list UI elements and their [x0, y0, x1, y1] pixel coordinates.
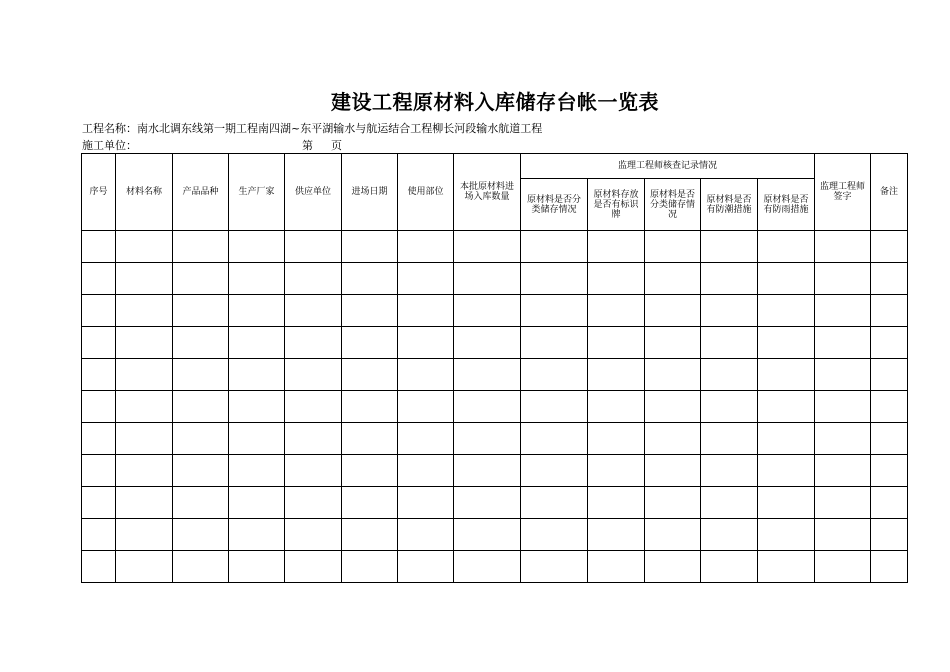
table-cell[interactable]: [758, 263, 815, 295]
table-cell[interactable]: [758, 327, 815, 359]
table-row: [82, 359, 908, 391]
table-cell[interactable]: [116, 359, 173, 391]
table-cell[interactable]: [342, 359, 398, 391]
table-cell[interactable]: [871, 423, 908, 455]
table-cell[interactable]: [645, 423, 701, 455]
table-cell[interactable]: [342, 295, 398, 327]
table-cell[interactable]: [454, 263, 521, 295]
table-cell[interactable]: [398, 455, 454, 487]
table-cell[interactable]: [871, 487, 908, 519]
table-cell[interactable]: [398, 487, 454, 519]
table-cell[interactable]: [815, 359, 871, 391]
table-cell[interactable]: [82, 391, 116, 423]
table-cell[interactable]: [701, 423, 758, 455]
table-cell[interactable]: [454, 295, 521, 327]
table-cell[interactable]: [758, 487, 815, 519]
table-cell[interactable]: [588, 487, 645, 519]
table-cell[interactable]: [454, 455, 521, 487]
table-cell[interactable]: [398, 359, 454, 391]
table-cell[interactable]: [398, 551, 454, 583]
table-cell[interactable]: [342, 391, 398, 423]
table-cell[interactable]: [588, 455, 645, 487]
table-cell[interactable]: [454, 487, 521, 519]
table-cell[interactable]: [173, 327, 229, 359]
table-cell[interactable]: [871, 231, 908, 263]
table-cell[interactable]: [871, 359, 908, 391]
table-cell[interactable]: [173, 423, 229, 455]
table-cell[interactable]: [815, 423, 871, 455]
table-cell[interactable]: [342, 263, 398, 295]
table-cell[interactable]: [645, 519, 701, 551]
table-cell[interactable]: [398, 391, 454, 423]
table-cell[interactable]: [285, 327, 342, 359]
col-header-supervision-group: 监理工程师核查记录情况: [521, 154, 815, 179]
table-cell[interactable]: [398, 519, 454, 551]
table-cell[interactable]: [82, 231, 116, 263]
table-cell[interactable]: [173, 551, 229, 583]
table-cell[interactable]: [588, 263, 645, 295]
table-cell[interactable]: [815, 391, 871, 423]
table-cell[interactable]: [758, 295, 815, 327]
table-cell[interactable]: [229, 455, 285, 487]
table-cell[interactable]: [521, 295, 588, 327]
construction-unit-label: 施工单位：: [82, 139, 137, 152]
table-cell[interactable]: [454, 423, 521, 455]
table-cell[interactable]: [116, 455, 173, 487]
table-cell[interactable]: [588, 519, 645, 551]
table-cell[interactable]: [758, 231, 815, 263]
col-header-product-variety: 产品品种: [173, 154, 229, 231]
table-cell[interactable]: [701, 359, 758, 391]
table-cell[interactable]: [588, 231, 645, 263]
table-cell[interactable]: [398, 295, 454, 327]
table-cell[interactable]: [342, 231, 398, 263]
col-header-index: 序号: [82, 154, 116, 231]
table-cell[interactable]: [871, 551, 908, 583]
table-cell[interactable]: [173, 359, 229, 391]
table-cell[interactable]: [645, 263, 701, 295]
table-cell[interactable]: [116, 231, 173, 263]
table-cell[interactable]: [116, 391, 173, 423]
table-cell[interactable]: [398, 263, 454, 295]
page-number-label: [302, 137, 342, 153]
table-cell[interactable]: [454, 391, 521, 423]
table-row: [82, 391, 908, 423]
table-cell[interactable]: [285, 231, 342, 263]
table-cell[interactable]: [229, 359, 285, 391]
table-cell[interactable]: [82, 519, 116, 551]
material-storage-ledger-table: [81, 153, 908, 583]
table-cell[interactable]: [521, 487, 588, 519]
table-cell[interactable]: [229, 263, 285, 295]
table-cell[interactable]: [645, 487, 701, 519]
table-cell[interactable]: [173, 455, 229, 487]
table-row: [82, 231, 908, 263]
table-cell[interactable]: [521, 551, 588, 583]
table-cell[interactable]: [758, 423, 815, 455]
table-cell[interactable]: [645, 551, 701, 583]
table-cell[interactable]: [588, 551, 645, 583]
table-cell[interactable]: [521, 391, 588, 423]
table-cell[interactable]: [815, 263, 871, 295]
subcol-header-rain-protection: 原材料是否有防雨措施: [758, 179, 815, 231]
table-cell[interactable]: [521, 263, 588, 295]
table-cell[interactable]: [116, 423, 173, 455]
table-cell[interactable]: [521, 455, 588, 487]
table-cell[interactable]: [521, 359, 588, 391]
table-cell[interactable]: [82, 551, 116, 583]
col-header-supervisor-signature: 监理工程师签字: [815, 154, 871, 231]
table-row: [82, 295, 908, 327]
table-cell[interactable]: [285, 263, 342, 295]
table-cell[interactable]: [588, 327, 645, 359]
table-cell[interactable]: [82, 327, 116, 359]
table-row: [82, 263, 908, 295]
table-cell[interactable]: [588, 295, 645, 327]
col-header-remarks: 备注: [871, 154, 908, 231]
table-cell[interactable]: [116, 519, 173, 551]
table-cell[interactable]: [701, 391, 758, 423]
table-cell[interactable]: [285, 295, 342, 327]
table-cell[interactable]: [229, 391, 285, 423]
table-cell[interactable]: [82, 295, 116, 327]
table-cell[interactable]: [871, 327, 908, 359]
table-cell[interactable]: [454, 551, 521, 583]
table-cell[interactable]: [229, 327, 285, 359]
table-cell[interactable]: [173, 487, 229, 519]
table-row: [82, 487, 908, 519]
col-header-supplier: 供应单位: [285, 154, 342, 231]
table-cell[interactable]: [871, 295, 908, 327]
table-cell[interactable]: [285, 519, 342, 551]
table-cell[interactable]: [173, 231, 229, 263]
table-header-row: [82, 154, 908, 179]
table-cell[interactable]: [521, 327, 588, 359]
table-cell[interactable]: [229, 231, 285, 263]
table-cell[interactable]: [521, 423, 588, 455]
page-suffix: 页: [331, 139, 342, 152]
table-cell[interactable]: [173, 519, 229, 551]
table-cell[interactable]: [758, 519, 815, 551]
table-cell[interactable]: [588, 423, 645, 455]
table-cell[interactable]: [116, 487, 173, 519]
table-cell[interactable]: [285, 487, 342, 519]
construction-unit-line: [82, 137, 362, 153]
table-cell[interactable]: [701, 519, 758, 551]
table-cell[interactable]: [398, 231, 454, 263]
table-cell[interactable]: [701, 455, 758, 487]
table-cell[interactable]: [342, 551, 398, 583]
table-cell[interactable]: [229, 551, 285, 583]
table-cell[interactable]: [285, 423, 342, 455]
table-cell[interactable]: [454, 327, 521, 359]
table-cell[interactable]: [229, 487, 285, 519]
table-cell[interactable]: [285, 391, 342, 423]
page-prefix: 第: [302, 139, 313, 152]
table-row: [82, 455, 908, 487]
table-cell[interactable]: [645, 231, 701, 263]
table-cell[interactable]: [701, 327, 758, 359]
table-cell[interactable]: [173, 391, 229, 423]
table-cell[interactable]: [82, 359, 116, 391]
table-cell[interactable]: [645, 295, 701, 327]
table-cell[interactable]: [82, 263, 116, 295]
table-cell[interactable]: [871, 263, 908, 295]
table-cell[interactable]: [454, 519, 521, 551]
table-cell[interactable]: [116, 295, 173, 327]
table-cell[interactable]: [871, 455, 908, 487]
table-cell[interactable]: [82, 423, 116, 455]
table-cell[interactable]: [815, 551, 871, 583]
table-cell[interactable]: [701, 231, 758, 263]
table-cell[interactable]: [758, 551, 815, 583]
table-cell[interactable]: [454, 231, 521, 263]
table-cell[interactable]: [701, 263, 758, 295]
table-cell[interactable]: [454, 359, 521, 391]
document-title: 建设工程原材料入库储存台帐一览表: [331, 90, 659, 114]
table-cell[interactable]: [82, 455, 116, 487]
table-cell[interactable]: [285, 359, 342, 391]
project-name-line: 工程名称：南水北调东线第一期工程南四湖~东平湖输水与航运结合工程柳长河段输水航道工程: [82, 122, 543, 135]
table-cell[interactable]: [229, 423, 285, 455]
table-row: [82, 551, 908, 583]
table-cell[interactable]: [342, 455, 398, 487]
table-cell[interactable]: [116, 551, 173, 583]
table-cell[interactable]: [815, 519, 871, 551]
table-cell[interactable]: [645, 455, 701, 487]
table-cell[interactable]: [285, 455, 342, 487]
table-cell[interactable]: [815, 487, 871, 519]
table-cell[interactable]: [398, 423, 454, 455]
table-cell[interactable]: [588, 359, 645, 391]
table-cell[interactable]: [173, 263, 229, 295]
table-cell[interactable]: [342, 519, 398, 551]
table-cell[interactable]: [342, 327, 398, 359]
table-cell[interactable]: [285, 551, 342, 583]
table-cell[interactable]: [701, 487, 758, 519]
col-header-usage-location: 使用部位: [398, 154, 454, 231]
table-cell[interactable]: [758, 359, 815, 391]
table-cell[interactable]: [173, 295, 229, 327]
table-row: [82, 519, 908, 551]
table-row: [82, 423, 908, 455]
table-cell[interactable]: [82, 487, 116, 519]
table-cell[interactable]: [758, 455, 815, 487]
table-cell[interactable]: [815, 231, 871, 263]
table-cell[interactable]: [116, 263, 173, 295]
table-cell[interactable]: [645, 327, 701, 359]
subcol-header-classified-storage: 原材料是否分类储存情况: [521, 179, 588, 231]
table-cell[interactable]: [588, 391, 645, 423]
table-cell[interactable]: [701, 551, 758, 583]
table-cell[interactable]: [398, 327, 454, 359]
table-cell[interactable]: [815, 455, 871, 487]
table-cell[interactable]: [758, 391, 815, 423]
col-header-entry-date: 进场日期: [342, 154, 398, 231]
table-cell[interactable]: [342, 423, 398, 455]
subcol-header-moisture-protection: 原材料是否有防潮措施: [701, 179, 758, 231]
table-cell[interactable]: [645, 391, 701, 423]
table-cell[interactable]: [521, 519, 588, 551]
col-header-manufacturer: 生产厂家: [229, 154, 285, 231]
subcol-header-classified-storage-2: 原材料是否分类储存情况: [645, 179, 701, 231]
table-cell[interactable]: [645, 359, 701, 391]
table-cell[interactable]: [701, 295, 758, 327]
table-cell[interactable]: [521, 231, 588, 263]
table-body: [82, 231, 908, 583]
table-cell[interactable]: [116, 327, 173, 359]
table-cell[interactable]: [815, 327, 871, 359]
col-header-material-name: 材料名称: [116, 154, 173, 231]
subcol-header-identification-sign: 原材料存放是否有标识牌: [588, 179, 645, 231]
table-cell[interactable]: [229, 519, 285, 551]
table-cell[interactable]: [815, 295, 871, 327]
col-header-batch-quantity: 本批原材料进场入库数量: [454, 154, 521, 231]
table-cell[interactable]: [871, 391, 908, 423]
table-row: [82, 327, 908, 359]
table-cell[interactable]: [229, 295, 285, 327]
table-cell[interactable]: [871, 519, 908, 551]
table-cell[interactable]: [342, 487, 398, 519]
